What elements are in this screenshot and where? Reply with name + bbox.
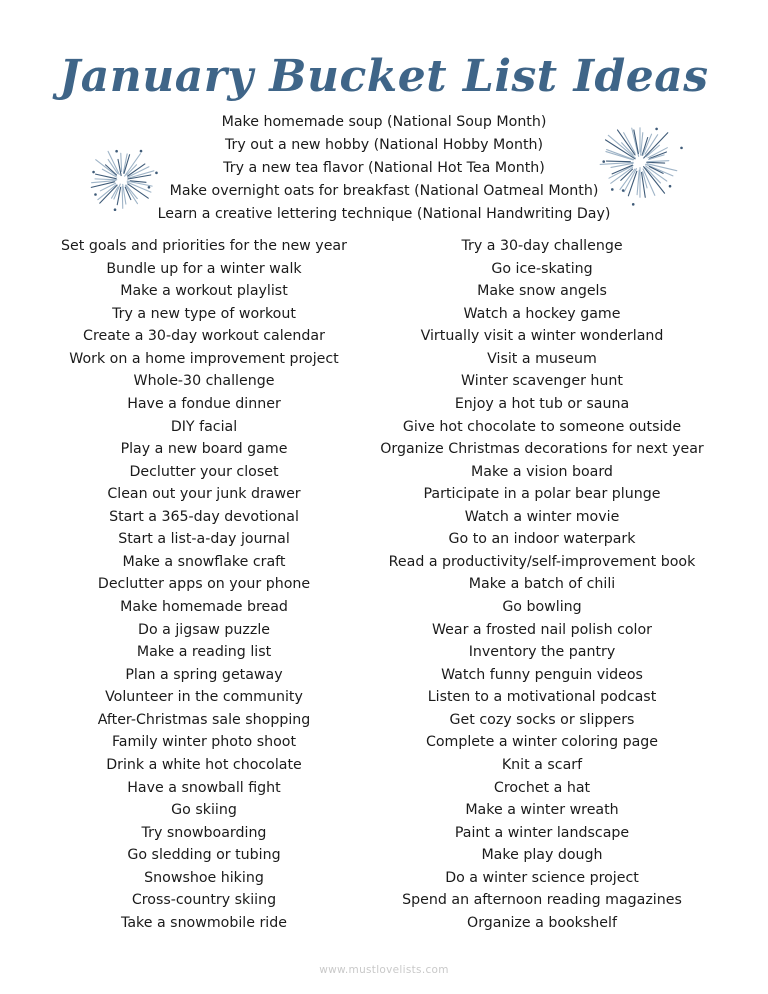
list-item: Bundle up for a winter walk <box>106 260 302 277</box>
list-item: Read a productivity/self-improvement book <box>388 553 696 570</box>
list-item: Watch a winter movie <box>464 508 620 525</box>
list-item: Wear a frosted nail polish color <box>431 621 653 638</box>
list-item: Make a snowflake craft <box>122 553 286 570</box>
list-item: Try snowboarding <box>141 824 267 841</box>
list-item: Make a winter wreath <box>465 802 619 819</box>
list-item: Crochet a hat <box>493 779 591 796</box>
left-column-list <box>24 235 384 934</box>
list-item: Whole-30 challenge <box>133 373 275 390</box>
list-item: Make a reading list <box>136 644 272 661</box>
list-item: DIY facial <box>170 418 238 435</box>
list-item: Create a 30-day workout calendar <box>83 328 325 345</box>
list-item: Snowshoe hiking <box>144 869 264 886</box>
list-item: Try a 30-day challenge <box>461 238 623 254</box>
list-item: Take a snowmobile ride <box>121 914 287 931</box>
list-item: Go skiing <box>171 802 237 819</box>
list-item: Make a vision board <box>471 463 613 480</box>
list-item: Complete a winter coloring page <box>425 734 659 751</box>
intro-list <box>0 111 768 226</box>
list-item: Start a list-a-day journal <box>118 531 290 548</box>
list-item: Go to an indoor waterpark <box>448 531 636 548</box>
list-item: Drink a white hot chocolate <box>106 756 302 773</box>
list-item: Get cozy socks or slippers <box>449 711 635 728</box>
intro-item: Try out a new hobby (National Hobby Month) <box>224 137 544 153</box>
intro-item: Make overnight oats for breakfast (National Oatmeal Month) <box>169 183 599 199</box>
list-item: Have a fondue dinner <box>127 395 281 412</box>
list-item: Give hot chocolate to someone outside <box>402 418 682 435</box>
list-item: Go bowling <box>502 599 582 615</box>
list-item: Paint a winter landscape <box>454 824 630 841</box>
list-item: Visit a museum <box>487 350 597 367</box>
list-item: Cross-country skiing <box>131 892 277 909</box>
list-item: Plan a spring getaway <box>125 666 283 683</box>
list-item: Watch funny penguin videos <box>441 666 643 683</box>
list-item: Declutter apps on your phone <box>97 576 311 593</box>
list-item: Inventory the pantry <box>468 644 616 661</box>
right-column-list <box>362 235 722 934</box>
list-item: Try a new type of workout <box>112 305 296 322</box>
list-item: Make play dough <box>481 847 603 864</box>
page-title: January Bucket List Ideas <box>59 51 709 102</box>
footer-url: www.mustlovelists.com <box>319 964 449 976</box>
list-item: Spend an afternoon reading magazines <box>402 892 682 909</box>
list-item: Enjoy a hot tub or sauna <box>454 395 630 412</box>
list-item: Participate in a polar bear plunge <box>423 486 661 503</box>
list-item: Make a workout playlist <box>120 283 288 300</box>
list-item: Work on a home improvement project <box>69 350 339 367</box>
list-item: Organize a bookshelf <box>467 914 617 931</box>
list-item: After-Christmas sale shopping <box>97 711 311 728</box>
list-item: Go ice-skating <box>491 260 593 277</box>
list-item: Knit a scarf <box>501 756 583 773</box>
list-item: Organize Christmas decorations for next year <box>380 441 704 458</box>
list-item: Watch a hockey game <box>463 305 621 322</box>
list-item: Winter scavenger hunt <box>461 373 623 390</box>
list-item: Play a new board game <box>120 441 288 458</box>
list-item: Go sledding or tubing <box>127 847 281 864</box>
list-item: Make snow angels <box>477 283 607 300</box>
list-item: Have a snowball fight <box>127 779 281 796</box>
list-item: Declutter your closet <box>129 463 279 480</box>
list-item: Virtually visit a winter wonderland <box>420 328 664 345</box>
list-item: Volunteer in the community <box>105 689 303 706</box>
intro-item: Learn a creative lettering technique (National Handwriting Day) <box>157 206 611 222</box>
list-item: Listen to a motivational podcast <box>427 689 657 706</box>
list-item: Clean out your junk drawer <box>107 486 301 503</box>
list-item: Make a batch of chili <box>468 576 616 593</box>
list-item: Make homemade bread <box>120 599 288 615</box>
list-item: Start a 365-day devotional <box>109 508 299 525</box>
list-item: Do a winter science project <box>445 869 639 886</box>
intro-item: Make homemade soup (National Soup Month) <box>221 114 547 130</box>
list-item: Do a jigsaw puzzle <box>138 621 270 638</box>
intro-item: Try a new tea flavor (National Hot Tea Month) <box>223 160 545 176</box>
list-item: Family winter photo shoot <box>111 734 297 751</box>
list-item: Set goals and priorities for the new year <box>61 238 347 254</box>
